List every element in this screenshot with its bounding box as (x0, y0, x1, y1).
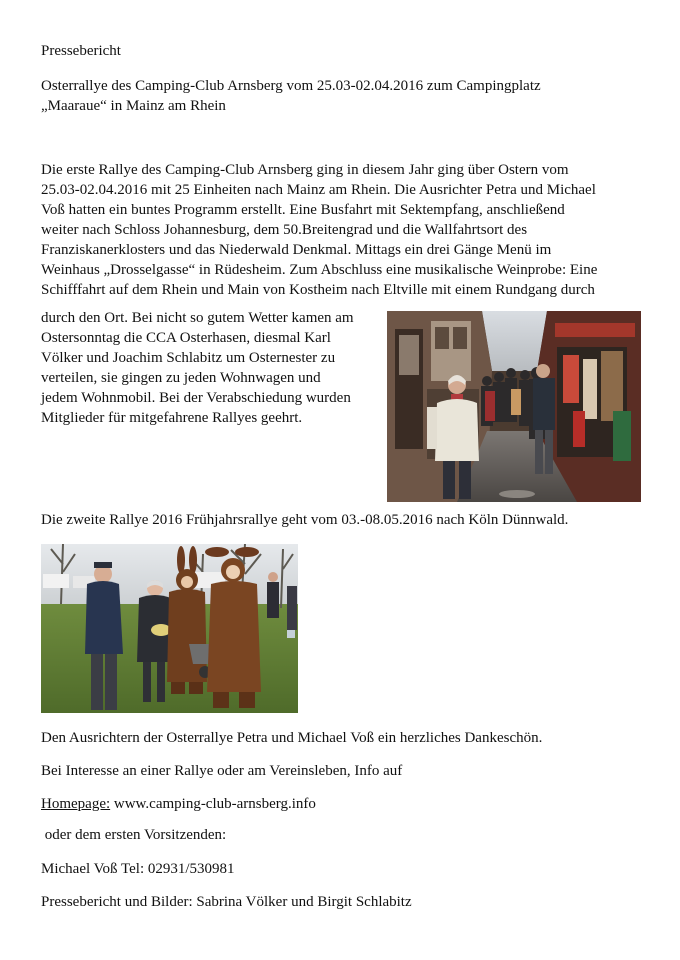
homepage-line (41, 794, 316, 814)
credits-text: Pressebericht und Bilder: Sabrina Völker und Birgit Schlabitz (41, 894, 412, 910)
thanks-text: Den Ausrichtern der Osterrallye Petra und Michael Voß ein herzliches Dankeschön. (41, 730, 543, 746)
second-rally-text: Die zweite Rallye 2016 Frühjahrsrallye geht vom 03.-08.05.2016 nach Köln Dünnwald. (41, 512, 569, 528)
body-line: Weinhaus „Drosselgasse“ in Rüdesheim. Zum Abschluss eine musikalische Weinprobe: Eine (41, 262, 598, 278)
body-line: Völker und Joachim Schlabitz um Osternester zu (41, 350, 336, 366)
body-line: Die erste Rallye des Camping-Club Arnsberg ging in diesem Jahr ging über Ostern vom (41, 162, 569, 178)
chairman-intro: oder dem ersten Vorsitzenden: (41, 827, 227, 843)
body-line: verteilen, sie gingen zu jeden Wohnwagen und (41, 370, 321, 386)
doc-label: Pressebericht (41, 43, 121, 59)
street-photo (387, 311, 641, 502)
body-line: jedem Wohnmobil. Bei der Verabschiedung wurden (41, 390, 351, 406)
contact-text: Michael Voß Tel: 02931/530981 (41, 861, 235, 877)
homepage-label: Homepage: (41, 796, 111, 812)
homepage-url[interactable]: www.camping-club-arnsberg.info (113, 796, 316, 812)
body-paragraph (41, 160, 641, 300)
body-line: durch den Ort. Bei nicht so gutem Wetter kamen am (41, 310, 354, 326)
title-line: „Maaraue“ in Mainz am Rhein (41, 98, 226, 114)
body-line: Ostersonntag die CCA Osterhasen, diesmal Karl (41, 330, 331, 346)
body-line: Mitglieder für mitgefahrene Rallyes geehrt. (41, 410, 303, 426)
body-line: weiter nach Schloss Johannesburg, dem 50.Breitengrad und die Wallfahrtsort des (41, 222, 528, 238)
body-line: 25.03-02.04.2016 mit 25 Einheiten nach Mainz am Rhein. Die Ausrichter Petra und Michael (41, 182, 596, 198)
street-photo-image (387, 311, 641, 502)
interest-text: Bei Interesse an einer Rallye oder am Vereinsleben, Info auf (41, 763, 403, 779)
easter-bunnies-image (41, 544, 298, 713)
body-line: Voß hatten ein buntes Programm erstellt. Eine Busfahrt mit Sektempfang, anschließend (41, 202, 565, 218)
easter-bunnies-photo (41, 544, 298, 713)
body-line: Franziskanerklosters und das Niederwald Denkmal. Mittags ein drei Gänge Menü im (41, 242, 552, 258)
title-line: Osterrallye des Camping-Club Arnsberg vom 25.03-02.04.2016 zum Campingplatz (41, 78, 541, 94)
body-line: Schifffahrt auf dem Rhein und Main von Kostheim nach Eltville mit einem Rundgang durch (41, 282, 595, 298)
doc-title (41, 76, 641, 116)
body-paragraph-continued (41, 308, 381, 428)
